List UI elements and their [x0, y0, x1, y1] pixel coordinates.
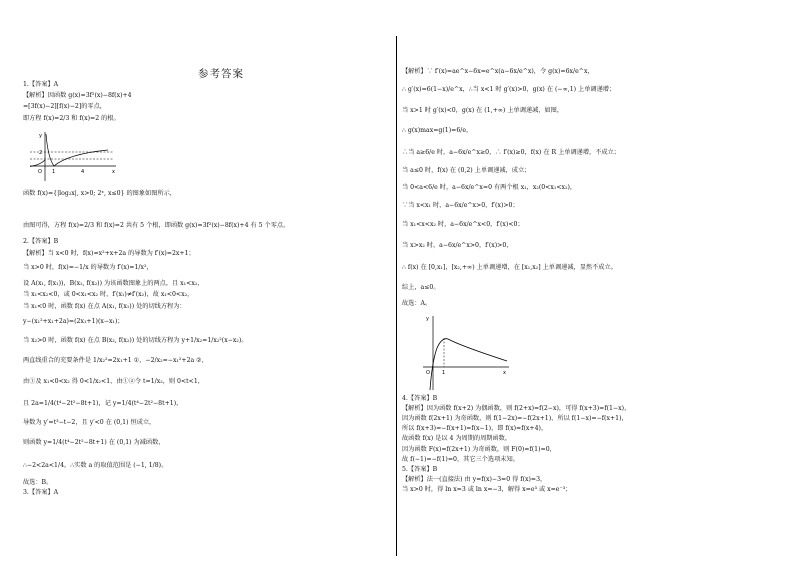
answer-1-heading: 1.【答案】A — [23, 81, 59, 88]
text-line: 因为函数 f(2x+1) 为奇函数，则 f(1−2x)=−f(2x+1)，所以 f(1−x)=−f(x+1)， — [402, 415, 628, 422]
page-title: 参考答案 — [198, 68, 244, 80]
text-line: 且 2a=1/4(t⁴−2t²−8t+1)，记 y=1/4(t⁴−2t²−8t+1)， — [23, 400, 183, 407]
origin-label: O — [426, 370, 430, 376]
text-line: y−(x₁²+x₁+2a)=(2x₁+1)(x−x₁)； — [23, 318, 124, 325]
log-exp-graph — [28, 128, 120, 183]
answer-3-heading: 3.【答案】A — [23, 489, 59, 496]
text-line: 故选：B。 — [23, 479, 53, 486]
text-line: 当 x>0 时，f(x)=−1/x 的导数为 f′(x)=1/x²， — [23, 264, 153, 271]
text-line: ∴当 a≥6/e 时，a−6x/e^x≥0，∴ f′(x)≥0，f(x) 在 R 上单调递增，不成立； — [402, 149, 620, 156]
text-line: 函数 f(x)={|log₂x|, x>0; 2ˣ, x≤0} 的图象如图所示， — [23, 190, 176, 197]
text-line: ∴ g′(x)=6(1−x)/e^x，∴当 x<1 时 g′(x)>0，g(x) 在 (−∞,1) 上单调递增； — [402, 86, 616, 93]
text-line: 故函数 f(x) 是以 4 为周期的周期函数， — [402, 435, 512, 442]
text-line: 则函数 y=1/4(t⁴−2t²−8t+1) 在 (0,1) 为减函数， — [23, 439, 165, 446]
text-line: 故选：A。 — [402, 300, 432, 307]
text-line: 当 x₂>0 时，函数 f(x) 在点 B(x₂, f(x₂)) 处的切线方程为 y+1/x₂=1/x₂²(x−x₂)。 — [23, 337, 248, 344]
right-column — [397, 0, 794, 562]
tick-label: 1 — [52, 169, 56, 175]
y-axis-label: y — [426, 316, 429, 322]
text-line: 当 0<a<6/e 时，a−6x/e^x=0 有两个根 x₁，x₂(0<x₁<x₂)， — [402, 184, 577, 191]
text-line: ∴−2<2a<1/4，∴实数 a 的取值范围是 (−1, 1/8)。 — [23, 462, 168, 469]
text-line: 当 x₁<x<x₂ 时，a−6x/e^x<0，f′(x)<0； — [402, 221, 524, 228]
text-line: 当 a≤0 时，f(x) 在 (0,2) 上单调递减，成立； — [402, 167, 531, 174]
answer-4-heading: 4.【答案】B — [402, 395, 438, 402]
text-line: 【解析】∵ f′(x)=ae^x−6x=e^x(a−6x/e^x)，令 g(x)=6x/e^x， — [402, 68, 594, 75]
text-line: 当 x₁<0 时，函数 f(x) 在点 A(x₁, f(x₁)) 处的切线方程为： — [23, 303, 186, 310]
text-line: 当 x>x₂ 时，a−6x/e^x>0，f′(x)>0， — [402, 242, 513, 249]
text-line: 导数为 y′=t³−t−2，且 y′<0 在 (0,1) 恒成立， — [23, 419, 156, 426]
origin-label: O — [38, 169, 42, 175]
text-line: ∵当 x<x₁ 时，a−6x/e^x>0，f′(x)>0； — [402, 202, 519, 209]
tick-label: 1 — [442, 370, 446, 376]
text-line: 【解析】因函数 g(x)=3f²(x)−8f(x)+4 — [23, 92, 132, 99]
text-line: 当 x>1 时 g′(x)<0，g(x) 在 (1,+∞) 上单调递减，如图， — [402, 107, 564, 114]
text-line: 所以 f(x+3)=−f(x+1)=f(x−1)，即 f(x)=f(x+4)， — [402, 425, 548, 432]
text-line: 故 f(−1)=−f(1)=0，其它三个选项未知。 — [402, 456, 519, 463]
text-line: 当 x>0 时，得 ln x=3 或 ln x=−3，解得 x=e³ 或 x=e⁻³； — [402, 486, 572, 493]
x-axis-label: x — [503, 370, 506, 376]
text-line: 【解析】当 x<0 时，f(x)=x²+x+2a 的导数为 f′(x)=2x+1； — [23, 250, 195, 257]
text-line: 因为函数 F(x)=f(2x+1) 为奇函数，则 F(0)=f(1)=0， — [402, 446, 556, 453]
text-line: 综上，a≤0。 — [402, 284, 440, 291]
tick-label: 2 — [39, 150, 43, 156]
text-line: 由图可得，方程 f(x)=2/3 和 f(x)=2 共有 5 个根，即函数 g(x)=3f²(x)−8f(x)+4 有 5 个零点。 — [23, 222, 290, 229]
x-axis-label: x — [112, 169, 115, 175]
tick-label: 4 — [81, 169, 85, 175]
g-function-graph — [421, 312, 513, 392]
answer-2-heading: 2.【答案】B — [23, 238, 59, 245]
text-line: 【解析】法一(直接法) 由 y=f(x)−3=0 得 f(x)=3， — [402, 476, 547, 483]
text-line: 【解析】因为函数 f(x+2) 为偶函数，则 f(2+x)=f(2−x)，可得 f(x+3)=f(1−x)， — [402, 405, 631, 412]
text-line: ∴ g(x)max=g(1)=6/e， — [402, 127, 473, 134]
y-axis-label: y — [39, 133, 42, 139]
text-line: 当 x₁<x₂<0，或 0<x₁<x₂ 时，f′(x₁)≠f′(x₂)，故 x₁<0<x₂， — [23, 291, 194, 298]
text-line: =[3f(x)−2][f(x)−2]的零点， — [23, 103, 106, 110]
text-line: ∴ f(x) 在 [0,x₁]，[x₂,+∞) 上单调递增，在 [x₁,x₂] 上单调递减，显然不成立。 — [402, 264, 617, 271]
left-column — [0, 0, 396, 562]
text-line: 即方程 f(x)=2/3 和 f(x)=2 的根。 — [23, 115, 120, 122]
text-line: 设 A(x₁, f(x₁))，B(x₂, f(x₂)) 为该函数图象上的两点，且 x₁<x₂， — [23, 280, 204, 287]
text-line: 两直线重合的充要条件是 1/x₂²=2x₁+1 ①，−2/x₂=−x₁²+2a ②， — [23, 357, 208, 364]
text-line: 由①及 x₁<0<x₂ 得 0<1/x₂<1，由①②令 t=1/x₂，则 0<t<1， — [23, 378, 204, 385]
answer-5-heading: 5.【答案】B — [402, 466, 438, 473]
